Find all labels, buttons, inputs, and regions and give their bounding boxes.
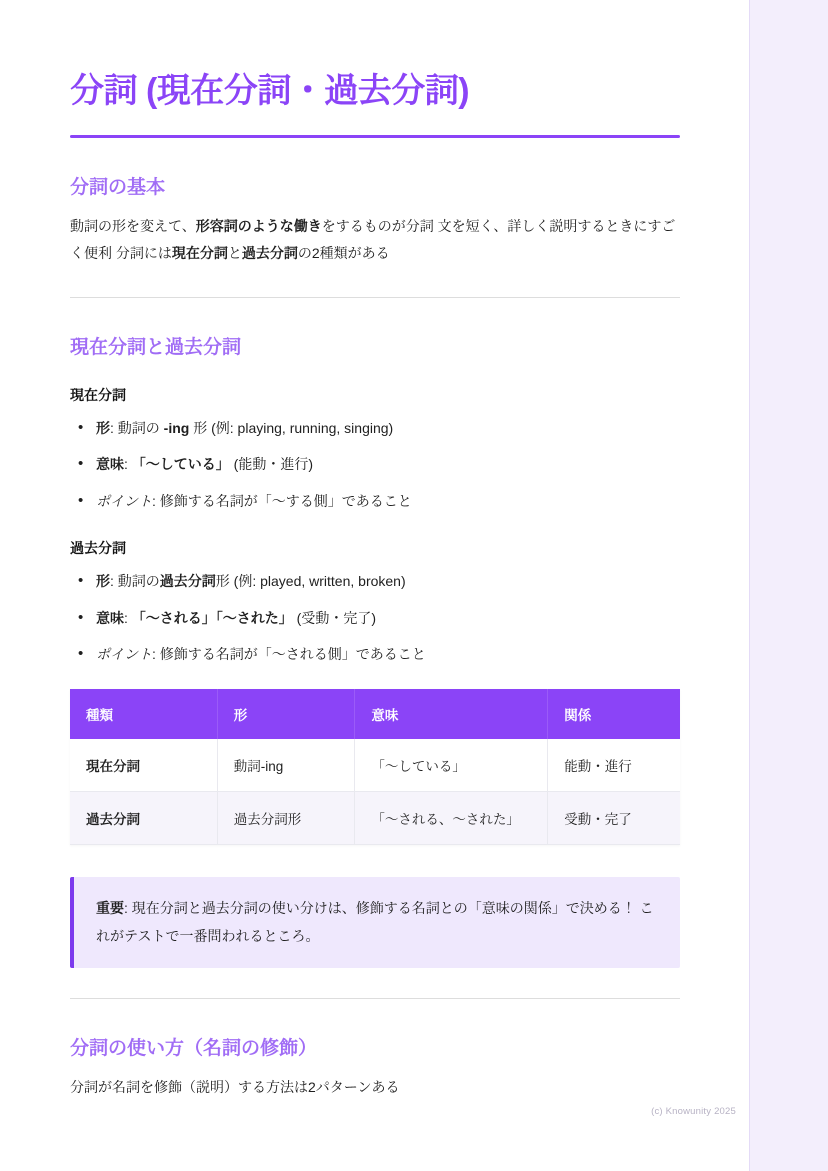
table-cell: 能動・進行 [548, 739, 680, 792]
text-run: : 動詞の [110, 573, 160, 590]
table-cell: 過去分詞 [70, 792, 217, 845]
text-run-bold: 「〜される」「〜された」 [131, 609, 293, 626]
table-cell: 受動・完了 [548, 792, 680, 845]
table-cell: 現在分詞 [70, 739, 217, 792]
section-heading-usage: 分詞の使い方（名詞の修飾） [70, 1038, 318, 1060]
table-header-cell: 意味 [355, 689, 548, 739]
page-title: 分詞 (現在分詞・過去分詞) [70, 72, 470, 110]
text-run-bold: 「〜している」 [131, 456, 230, 473]
list-present-participle [70, 417, 680, 512]
text-run: : [124, 456, 132, 473]
text-run: (受動・完了) [292, 609, 376, 626]
list-item [70, 490, 680, 512]
comparison-table [70, 689, 680, 845]
table-header-cell: 形 [217, 689, 355, 739]
text-run-bold: 形 [96, 420, 110, 437]
list-item [70, 607, 680, 629]
subheading-present-participle: 現在分詞 [70, 387, 126, 404]
table-header-cell: 関係 [548, 689, 680, 739]
text-run-bold: 過去分詞 [159, 573, 216, 590]
text-run: をするものが分詞 文を短く、詳しく説明するときにすごく便利 分詞には [70, 217, 676, 261]
text-run-bold: 意味 [96, 609, 124, 626]
list-item [70, 570, 680, 592]
text-run-bold: 現在分詞 [171, 244, 228, 261]
list-item [70, 453, 680, 475]
text-run: : 修飾する名詞が「〜される側」であること [152, 646, 426, 663]
section-paragraph-usage: 分詞が名詞を修飾（説明）する方法は2パターンある [70, 1079, 400, 1096]
table-cell: 「〜している」 [355, 739, 548, 792]
text-run-bold: -ing [163, 420, 190, 437]
list-past-participle [70, 570, 680, 665]
table-header-cell: 種類 [70, 689, 217, 739]
text-run: : [124, 609, 132, 626]
list-item [70, 417, 680, 439]
text-run-bold: 形 [96, 573, 110, 590]
section-divider [70, 297, 680, 298]
text-run: と [227, 244, 242, 261]
text-run-bold: 形容詞のような働き [195, 217, 322, 234]
footer-credit: (c) Knowunity 2025 [651, 1106, 736, 1117]
text-run: : 修飾する名詞が「〜する側」であること [152, 492, 412, 509]
text-run: 形 (例: playing, running, singing) [189, 420, 394, 437]
table-cell: 過去分詞形 [217, 792, 355, 845]
list-item [70, 643, 680, 665]
text-run: 動詞の形を変えて、 [70, 217, 196, 234]
table-cell: 動詞-ing [217, 739, 355, 792]
page-edge-strip [749, 0, 828, 1171]
table-cell: 「〜される、〜された」 [355, 792, 548, 845]
section-divider [70, 998, 680, 999]
text-run: : 動詞の [110, 420, 164, 437]
text-run-italic: ポイント [96, 646, 152, 663]
text-run: の2種類がある [297, 244, 390, 261]
section-heading-participles: 現在分詞と過去分詞 [70, 337, 242, 359]
text-run: 形 (例: played, written, broken) [215, 573, 406, 590]
subheading-past-participle: 過去分詞 [70, 540, 126, 557]
table-row [70, 792, 680, 845]
section-paragraph-basics [70, 213, 680, 268]
callout-label: 重要 [96, 900, 124, 917]
table-header-row [70, 689, 680, 739]
important-callout [70, 877, 680, 968]
table-row [70, 739, 680, 792]
text-run-bold: 意味 [96, 456, 124, 473]
callout-text: : 現在分詞と過去分詞の使い分けは、修飾する名詞との「意味の関係」で決める！ これがテストで一番問われるところ。 [96, 900, 654, 944]
text-run-italic: ポイント [96, 492, 152, 509]
text-run-bold: 過去分詞 [241, 244, 298, 261]
section-heading-basics: 分詞の基本 [70, 176, 166, 198]
text-run: (能動・進行) [229, 456, 313, 473]
title-divider [70, 135, 680, 138]
